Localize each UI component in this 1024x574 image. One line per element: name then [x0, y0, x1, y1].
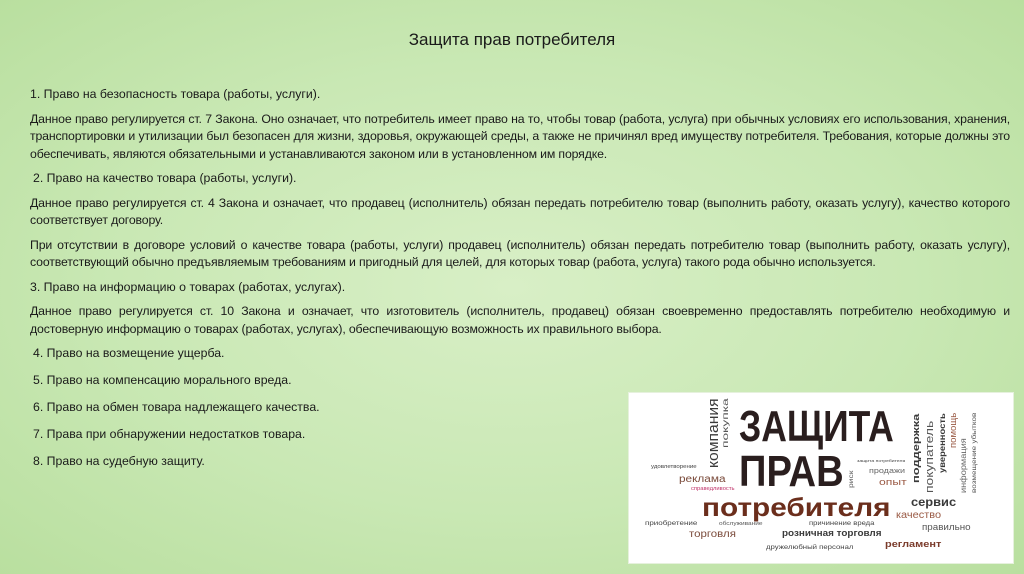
- cloud-word: удовлетворение: [651, 464, 697, 470]
- item-2-paragraph-1: Данное право регулируется ст. 4 Закона и означает, что продавец (исполнитель) обязан передать потребителю товар (выполнить работу, оказать услугу), качество которого соответствует договору.: [30, 195, 1010, 227]
- item-4-heading: 4. Право на возмещение ущерба.: [33, 346, 225, 360]
- item-1-heading: 1. Право на безопасность товара (работы, услуги).: [30, 87, 321, 101]
- cloud-word: покупка: [721, 398, 730, 448]
- cloud-word: правильно: [922, 522, 971, 532]
- cloud-word: защита потребителя: [857, 458, 906, 463]
- cloud-word: поддержка: [911, 413, 921, 483]
- cloud-word: дружелюбный персонал: [766, 545, 854, 551]
- cloud-word: опыт: [879, 477, 907, 487]
- word-cloud-image: [628, 392, 1014, 564]
- cloud-word: розничная торговля: [782, 528, 882, 538]
- item-2-heading: 2. Право на качество товара (работы, услуги).: [33, 171, 297, 185]
- cloud-word: потребителя: [702, 492, 891, 522]
- item-3-heading: 3. Право на информацию о товарах (работах, услугах).: [30, 279, 346, 294]
- cloud-word: помощь: [948, 412, 958, 448]
- item-2-paragraph-2: При отсутствии в договоре условий о качестве товара (работы, услуги) продавец (исполнитель) обязан передать потребителю товар (выполнить работу, оказать услугу), соответствующий обычно предъявляемым требованиям и пригодный для целей, для которых товар (работа, услуга) такого рода обычно используется.: [30, 237, 1010, 269]
- cloud-word: приобретение: [645, 521, 698, 527]
- cloud-word: причинение вреда: [809, 521, 875, 527]
- cloud-word: продажи: [869, 468, 905, 475]
- item-6-heading: 6. Право на обмен товара надлежащего качества.: [33, 400, 320, 414]
- cloud-word: качество: [896, 510, 942, 521]
- cloud-word: информация: [959, 438, 968, 493]
- cloud-word: компания: [705, 398, 722, 468]
- item-1-paragraph: Данное право регулируется ст. 7 Закона. Оно означает, что потребитель имеет право на то, чтобы товар (работа, услуга) при обычных условиях его использования, хранения, транспортировки и утилизации был безопасен для жизни, здоровья, окружающей среды, а также не причинял вред имуществу потребителя. Требования, которые должны это обеспечивать, являются обязательными и устанавливаются законом или в установленном им порядке.: [30, 111, 1010, 161]
- cloud-word: регламент: [885, 539, 942, 549]
- item-5-heading: 5. Право на компенсацию морального вреда.: [33, 373, 292, 387]
- cloud-word: покупатель: [924, 420, 936, 493]
- item-7-heading: 7. Права при обнаружении недостатков товара.: [33, 427, 306, 441]
- cloud-word: уверенность: [938, 413, 947, 473]
- cloud-word: риск: [849, 470, 855, 488]
- cloud-word: справедливость: [691, 486, 735, 492]
- cloud-word: торговля: [689, 529, 736, 540]
- cloud-word: возмещение убытков: [972, 412, 978, 493]
- cloud-word: ЗАЩИТА: [739, 402, 894, 451]
- slide-title: Защита прав потребителя: [408, 30, 616, 49]
- cloud-word: реклама: [679, 474, 726, 485]
- item-8-heading: 8. Право на судебную защиту.: [33, 454, 205, 468]
- cloud-word: сервис: [911, 495, 957, 509]
- cloud-word: ПРАВ: [739, 447, 844, 496]
- cloud-word: обслуживание: [719, 521, 763, 527]
- item-3-paragraph: Данное право регулируется ст. 10 Закона и означает, что изготовитель (исполнитель, продавец) обязан своевременно предоставлять потребителю необходимую и достоверную информацию о товарах (работах, услугах), обеспечивающую возможность их правильного выбора.: [30, 304, 1010, 336]
